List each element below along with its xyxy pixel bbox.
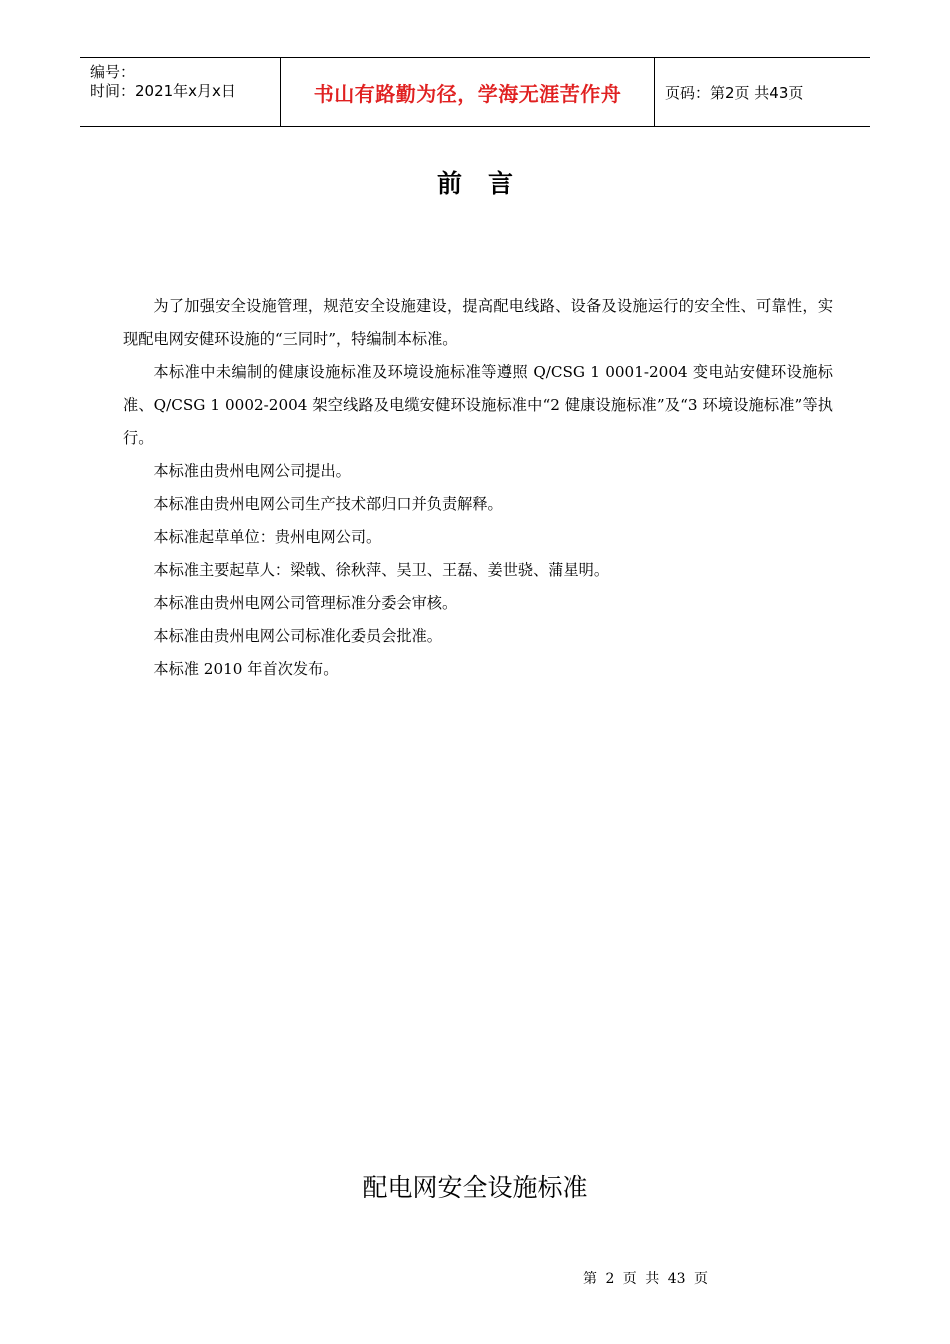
paragraph: 本标准中未编制的健康设施标准及环境设施标准等遵照 Q/CSG 1 0001-2004 变电站安健环设施标准、Q/CSG 1 0002-2004 架空线路及电缆安健环设施标准中“2 健康设施标准”及“3 环境设施标准”等执行。 <box>123 363 833 447</box>
header-page-info: 页码：第2页 共43页 <box>665 83 804 102</box>
document-number-label: 编号： <box>90 63 136 81</box>
paragraph: 本标准主要起草人：梁戟、徐秋萍、吴卫、王磊、姜世骁、蒲星明。 <box>153 561 610 579</box>
header-motto: 书山有路勤为径，学海无涯苦作舟 <box>313 81 622 106</box>
page-footer: 第 2 页 共 43 页 <box>583 1271 708 1287</box>
paragraph: 本标准由贵州电网公司生产技术部归口并负责解释。 <box>153 495 503 513</box>
standard-title: 配电网安全设施标准 <box>362 1173 588 1202</box>
paragraph: 本标准 2010 年首次发布。 <box>153 660 339 678</box>
paragraph: 本标准起草单位：贵州电网公司。 <box>153 528 382 546</box>
page-title: 前言 <box>436 169 539 198</box>
preface-body <box>123 290 833 686</box>
paragraph: 为了加强安全设施管理，规范安全设施建设，提高配电线路、设备及设施运行的安全性、可靠性，实现配电网安健环设施的“三同时”，特编制本标准。 <box>123 297 833 348</box>
paragraph: 本标准由贵州电网公司标准化委员会批准。 <box>153 627 442 645</box>
paragraph: 本标准由贵州电网公司管理标准分委会审核。 <box>153 594 458 612</box>
header-right-cell <box>655 58 870 126</box>
header-left-cell <box>80 58 281 126</box>
header-middle-cell <box>281 58 655 126</box>
paragraph: 本标准由贵州电网公司提出。 <box>153 462 351 480</box>
document-time-label: 时间：2021年x月x日 <box>90 82 236 100</box>
page-header <box>80 57 870 127</box>
